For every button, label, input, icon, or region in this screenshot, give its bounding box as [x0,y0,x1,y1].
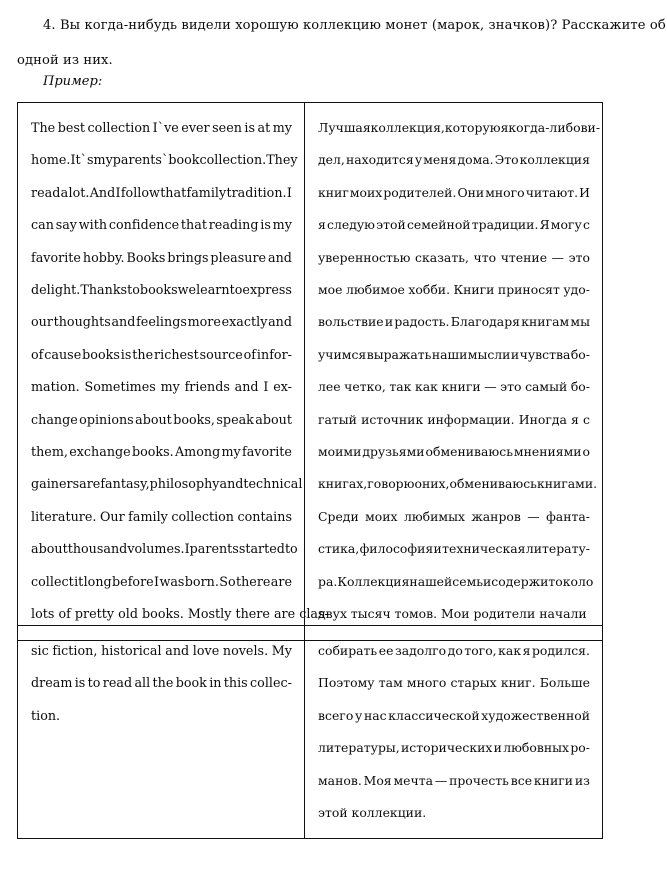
text-line: Среди моих любимых жанров — фанта- [318,508,590,524]
text-line: всего у нас классической художественной [318,707,590,723]
text-line: гатый источник информации. Иногда я с [318,411,590,427]
text-line: дел, находится у меня дома. Это коллекция [318,152,590,168]
table-cell-english-part-2 [18,626,305,839]
text-line: our thoughts and feelings more exactly and [31,314,292,330]
text-line: literature. Our family collection contains [31,508,292,524]
text-line: The best collection I`ve ever seen is at my [31,120,292,135]
table-cell-english-part-1 [18,103,329,641]
text-line: collect it long before I was born. So there are [31,573,292,589]
text-line: уверенностью сказать, что чтение — это [318,249,590,265]
text-line: dream is to read all the book in this collec- [31,675,292,691]
text-line: моими друзьями обмениваюсь мнениями о [318,444,590,460]
text-line: read a lot. And I follow that family tradition. I [31,184,292,200]
table-row [18,103,603,641]
text-line: them, exchange books. Among my favorite [31,444,292,460]
text-line: of cause books is the richest source of infor- [31,346,292,362]
russian-text-block-part-1 [305,103,602,640]
text-line: can say with confidence that reading is my [31,217,292,233]
bilingual-table-part-1 [17,102,603,641]
text-line: мое любимое хобби. Книги приносят удо- [318,282,590,298]
question-paragraph [17,8,666,78]
text-line: mation. Sometimes my friends and I ex- [31,379,292,395]
text-line: gainers are fantasy, philosophy and technical [31,476,303,492]
question-line-1: 4. Вы когда-нибудь видели хорошую коллекцию монет (марок, значков)? Расскажите об [43,18,666,33]
text-line: home. It`s my parents` book collection. They [31,152,298,168]
table-cell-russian-part-1 [305,103,603,641]
text-line: манов. Моя мечта — прочесть все книги из [318,772,590,788]
table-cell-russian-part-2 [305,626,603,839]
text-line: вольствие и радость. Благодаря книгам мы [318,314,590,330]
bilingual-table-part-2 [17,625,603,839]
english-text-block-part-2 [18,626,304,741]
text-line: книгах, говорю о них, обмениваюсь книгами. [318,476,598,492]
text-line: ра. Коллекция нашей семьи содержит около [318,573,594,589]
russian-text-block-part-2 [305,626,602,838]
text-line: tion. [31,707,61,723]
text-line: about thousand volumes. I parents started to [31,541,298,557]
text-line: Поэтому там много старых книг. Больше [318,675,590,691]
text-line: delight. Thanks to books we learn to express [31,282,292,298]
text-line: lots of pretty old books. Mostly there are clas- [31,606,329,622]
text-line: литературы, исторических и любовных ро- [318,740,590,756]
english-text-block-part-1 [18,103,329,640]
text-line: этой коллекции. [318,805,427,821]
text-line: двух тысяч томов. Мои родители начали [318,606,587,622]
text-line: стика, философия и техническая литерату- [318,541,590,557]
text-line: sic fiction, historical and love novels. My [31,643,292,658]
text-line: я следую этой семейной традиции. Я могу с [318,217,590,233]
example-label: Пример: [43,74,103,89]
question-line-2: одной из них. [17,53,113,68]
table-row [18,626,603,839]
text-line: лее четко, так как книги — это самый бо- [318,379,590,395]
text-line: учимся выражать наши мысли и чувства бо- [318,346,590,362]
text-line: Лучшая коллекция, которую я когда-либо ви- [318,120,601,135]
text-line: favorite hobby. Books brings pleasure and [31,249,292,265]
text-line: change opinions about books, speak about [31,411,292,427]
text-line: книг моих родителей. Они много читают. И [318,184,590,200]
text-line: собирать ее задолго до того, как я родился. [318,643,590,658]
